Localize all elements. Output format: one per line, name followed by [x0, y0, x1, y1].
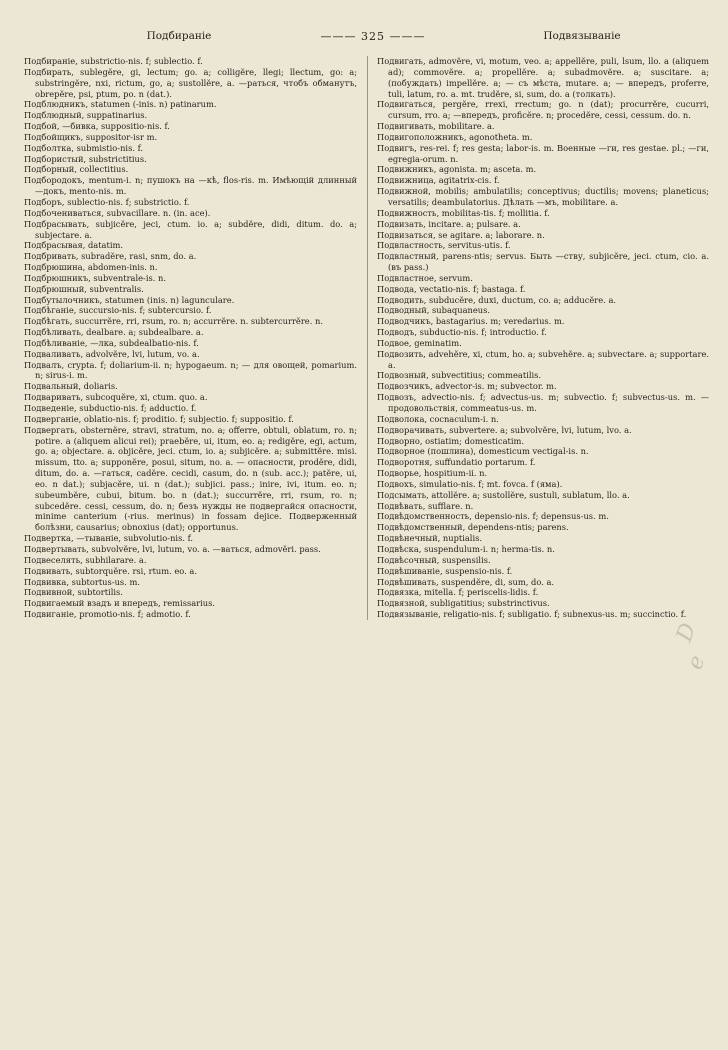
dictionary-entry: Подвластность, servitus-utis. f.	[377, 240, 511, 251]
dictionary-entry: Подволока, cocnaculum-i. n.	[377, 413, 499, 424]
columns	[24, 56, 712, 620]
dictionary-entry: Подвязка, mitella. f; periscelis-lidis. f.	[377, 587, 539, 598]
running-head-left: Подбиранiе	[146, 30, 212, 42]
dictionary-entry: Подбрасывать, subjicĕre, jeci, ctum. io. a; subdĕre, didi, ditum. do. a; subjectare. a.	[24, 218, 357, 240]
dictionary-entry: Подведенiе, subductio-nis. f; adductio. f.	[24, 403, 197, 413]
dictionary-entry: Подбутылочникъ, statumen (inis. n) laguncularе.	[24, 294, 235, 305]
dictionary-entry: Подвигоположникъ, agonotheta. m.	[377, 131, 533, 142]
dictionary-entry: Подвижница, agitatrix-cis. f.	[377, 175, 500, 186]
dictionary-entry: Подвижность, mobilitas-tis. f; mollitia. f.	[377, 207, 550, 218]
dictionary-entry: Подвиганiе, promotio-nis. f; admotio. f.	[24, 609, 191, 620]
dictionary-entry: Подбористый, substrictitius.	[24, 153, 147, 164]
dictionary-entry: Подсымать, attollĕre. a; sustollĕre, sustuli, sublatum, llo. a.	[377, 489, 630, 500]
dictionary-entry: Подбрюшникъ, subventrale-is. n.	[24, 272, 167, 283]
dictionary-entry: Подбѣганiе, succursio-nis. f; subtercursio. f.	[24, 305, 212, 316]
dictionary-entry: Подворотня, suffundatio portarum. f.	[377, 457, 536, 468]
dictionary-entry: Подвизать, incitare. a; pulsare. a.	[377, 218, 521, 229]
dictionary-entry: Подблюдникъ, statumen (-inis. n) patinarum.	[24, 99, 217, 110]
dictionary-entry: Подвалъ, crypta. f; doliarium-ii. n; hypogaeum. n; — для овощей, pomarium. n; sirus-i. m.	[24, 359, 357, 381]
dictionary-entry: Подбрасывая, datatim.	[24, 240, 123, 251]
dictionary-entry: Подвѣнечный, nuptialis.	[377, 533, 483, 544]
dictionary-entry: Подбирать, sublegĕre, gi, lectum; go. a; colligĕre, llegi; llectum, go: a; substringĕre, nxi, rictum, go, a; sustollĕre, a. —раться, чтобъ обманутъ, obrepĕre, psi, ptum, po. n (dat.).	[24, 66, 357, 99]
dictionary-entry: Подбочениваться, subvacillare. n. (in. ace).	[24, 207, 211, 218]
dictionary-entry: Подвертывать, subvolvĕre, lvi, lutum, vo. a. —ваться, admovĕri. pass.	[24, 543, 321, 554]
dictionary-entry: Подбѣливанiе, —лка, subdealbatio-nis. f.	[24, 337, 199, 348]
dictionary-entry: Подвластный, parens-ntis; servus. Быть —ству, subjicĕre, jeci. ctum, cio. a. (въ pass.)	[377, 251, 709, 273]
left-column	[24, 56, 357, 620]
dictionary-entry: Подводчикъ, bastagarius. m; veredarius. m.	[377, 316, 565, 327]
dictionary-entry: Подвѣдомственность, depensio-nis. f; depensus-us. m.	[377, 511, 609, 522]
dictionary-entry: Подвѣсочный, suspensilis.	[377, 554, 491, 565]
dictionary-entry: Подвижной, mobilis; ambulatilis; conceptivus; ductilis; movens; planeticus; versatilis; deambulatorius. Дѣлать —мъ, mobilitare. a.	[377, 186, 709, 207]
dictionary-entry: Подвигъ, res-rei. f; res gesta; labor-is. m. Военные —ги, res gestae. pl.; —ги, egregia-orum. n.	[377, 142, 709, 164]
dictionary-entry: Подваливать, advolvĕre, lvi, lutum, vo. a.	[24, 348, 200, 359]
dictionary-entry: Подвеселять, subhilarare. a.	[24, 554, 147, 565]
dictionary-entry: Подбѣливать, dealbare. a; subdealbare. a.	[24, 327, 204, 338]
dictionary-entry: Подвигаться, pergĕre, rrexi, rrectum; go. n (dat); procurrĕre, cucurri, cursum, rro. a; —впередъ, proficĕre. n; procedĕre, cessi, cessum. do. n.	[377, 99, 709, 121]
dictionary-entry: Подвозить, advehĕre, xi, ctum, ho. a; subvehĕre. a; subvectare. a; supportare. a.	[377, 348, 709, 370]
dictionary-entry: Подбой, —бивка, suppositio-nis. f.	[24, 121, 170, 132]
dictionary-entry: Подвода, vectatio-nis. f; bastaga. f.	[377, 283, 526, 294]
page-header	[24, 28, 712, 44]
dictionary-entry: Подводный, subaquaneus.	[377, 305, 491, 316]
dictionary-entry: Подвѣвать, sufflare. n.	[377, 500, 474, 511]
dictionary-entry: Подбрюшный, subventralis.	[24, 283, 144, 294]
dictionary-entry: Подвѣска, suspendulum-i. n; herma-tis. n.	[377, 543, 555, 554]
dictionary-entry: Подверганiе, oblatio-nis. f; proditio. f; subjectio. f; suppositio. f.	[24, 413, 294, 424]
dictionary-entry: Подвозъ, advectio-nis. f; advectus-us. m; subvectio. f; subvectus-us. m. — продовольствiя, commeatus-us. m.	[377, 392, 709, 413]
dictionary-entry: Подвивать, subtorquĕre. rsi, rtum. eo. a.	[24, 565, 198, 576]
dictionary-entry: Подворное (пошлина), domesticum vectigal-is. n.	[377, 446, 589, 457]
dictionary-entry: Подблюдный, suppatinarius.	[24, 110, 148, 121]
dictionary-entry: Подвивка, subtortus-us. m.	[24, 576, 140, 587]
dictionary-entry: Подворно, ostiatim; domesticatim.	[377, 435, 525, 446]
dictionary-entry: Подвигивать, mobilitare. a.	[377, 121, 495, 132]
dictionary-entry: Подбойщикъ, suppositor-isr m.	[24, 131, 158, 142]
dictionary-entry: Подвизаться, se agitare. a; laborare. n.	[377, 229, 545, 240]
dictionary-entry: Подвергать, obsternĕre, stravi, stratum, no. a; offerre, obtuli, oblatum, ro. n; potire. a (aliquem alicui rei); praebĕre, ui, itum, eo. a; redigĕre, egi, actum, go. a; objectare. a. objicĕre, jeci. ctum, io. a; subjicĕre. a; submittĕre. misi. missum, tto. a; supponĕre, posui, situm, no. a. — опасности, prodĕre, didi, ditum, do. a. —гаться, cadĕre. cecidi, casum, do. n (sub. acc.); patĕre, ui, eo. n dat.); subjacĕre, ui. n (dat.); subjici. pass.; inire, ivi, itum. eo. n; subeumbĕre, cubui, bitum. bo. n (dat.); succurrĕre, rri, rsum, ro. n; subcedĕre. cessi, cessum, do. n; безъ нужды не подвергайся опасности, minime canterium (-rius. merinus) in fossam dejice. Подверженный болѣзни, causarius; obnoxius (dat); opportunus.	[24, 424, 357, 533]
dictionary-entry: Подвязной, subligatitius; substrinctivus.	[377, 598, 550, 609]
dictionary-entry: Подвальный, doliaris.	[24, 381, 118, 392]
dictionary-entry: Подвивной, subtortilis.	[24, 587, 123, 598]
dictionary-entry: Подбривать, subradĕre, rasi, snm, do. a.	[24, 251, 197, 262]
dictionary-entry: Подвигаемый взадъ и впередъ, remissarius.	[24, 598, 216, 609]
dictionary-entry: Подвѣшивать, suspendĕre, di, sum, do. a.	[377, 576, 555, 587]
dictionary-entry: Подбѣгать, succurrĕre, rri, rsum, ro. n; accurrĕre. n. subtercurrĕre. n.	[24, 316, 323, 327]
dictionary-entry: Подвозчикъ, advector-is. m; subvector. m.	[377, 381, 557, 392]
dictionary-entry: Подболтка, submistio-nis. f.	[24, 142, 144, 153]
pencil-annotation: D	[672, 619, 702, 646]
dictionary-entry: Подвязыванiе, religatio-nis. f; subligatio. f; subnexus-us. m; succinctio. f.	[377, 609, 687, 620]
running-head-right: Подвязыванiе	[543, 30, 621, 42]
dictionary-entry: Подводить, subducĕre, duxi, ductum, co. a; adducĕre. a.	[377, 294, 617, 305]
dictionary-entry: Подворачивать, subvertere. a; subvolvĕre, lvi, lutum, lvo. a.	[377, 424, 632, 435]
dictionary-entry: Подваривать, subcoquĕre, xi, ctum. quo. a.	[24, 392, 208, 403]
dictionary-entry: Подбрюшина, abdomen-inis. n.	[24, 262, 158, 273]
right-column	[367, 56, 709, 620]
dictionary-entry: Подвозный, subvectitius; commeatilis.	[377, 370, 542, 381]
dictionary-entry: Подвигать, admovĕre, vi, motum, veo. a; appellĕre, puli, lsum, llo. a (aliquem ad); commovĕre. a; propellĕre. a; subadmovĕre. a; suscitare. a; (побуждать) impellĕre. a; — съ мѣста, mutare. a; — впередъ, proferre, tuli, latum, ro. a. mt. trudĕre, si, sum, do. a (толкать).	[377, 56, 709, 99]
dictionary-entry: Подвѣшиванiе, suspensio-nis. f.	[377, 565, 513, 576]
dictionary-entry: Подвертка, —тыванiе, subvolutio-nis. f.	[24, 533, 194, 544]
dictionary-entry: Подвижникъ, agonista. m; asceta. m.	[377, 164, 537, 175]
dictionary-entry: Подвое, geminatim.	[377, 337, 462, 348]
page-number: ——— 325 ———	[320, 29, 426, 43]
dictionary-entry: Подвластное, servum.	[377, 272, 473, 283]
dictionary-entry: Подвѣдомственный, dependens-ntis; parens.	[377, 522, 569, 533]
dictionary-entry: Подборъ, sublectio-nis. f; substrictio. f.	[24, 196, 190, 207]
dictionary-entry: Подворье, hospitium-ii. n.	[377, 468, 488, 479]
dictionary-entry: Подборный, collectitius.	[24, 164, 129, 175]
dictionary-entry: Подвохъ, simulatio-nis. f; mt. fovca. f (яма).	[377, 478, 563, 489]
dictionary-entry: Подбородокъ, mentum-i. n; пушокъ на —кѣ, flos-ris. m. Имѣющiй длинный —докъ, mento-nis. m.	[24, 175, 357, 197]
dictionary-entry: Подбиранiе, substrictio-nis. f; sublectio. f.	[24, 56, 203, 66]
pencil-annotation: e	[682, 652, 711, 673]
dictionary-entry: Подводъ, subductio-nis. f; introductio. f.	[377, 327, 547, 338]
